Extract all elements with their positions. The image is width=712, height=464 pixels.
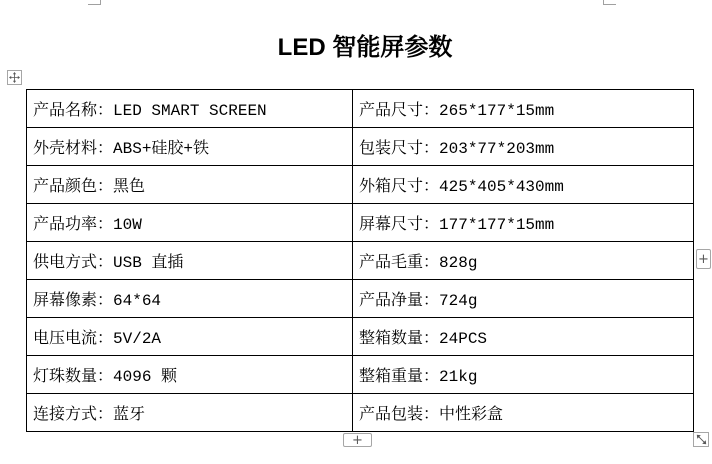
spec-label: 供电方式： bbox=[33, 254, 114, 272]
spec-cell-product-power[interactable] bbox=[27, 204, 353, 242]
spec-label: 外壳材料： bbox=[33, 140, 114, 158]
spec-label: 产品功率： bbox=[33, 216, 114, 234]
spec-cell-housing-material[interactable] bbox=[27, 128, 353, 166]
add-column-button[interactable] bbox=[696, 249, 711, 269]
table-row bbox=[27, 356, 694, 394]
table-move-handle[interactable] bbox=[7, 70, 22, 85]
spec-cell-led-count[interactable] bbox=[27, 356, 353, 394]
table-row bbox=[27, 394, 694, 432]
spec-value: 21kg bbox=[439, 368, 478, 386]
spec-value: 203*77*203mm bbox=[439, 140, 555, 158]
spec-value: 24PCS bbox=[439, 330, 488, 348]
spec-value: 蓝牙 bbox=[113, 406, 146, 424]
spec-value: 中性彩盒 bbox=[439, 406, 504, 424]
spec-value: 10W bbox=[113, 216, 142, 234]
table-row bbox=[27, 128, 694, 166]
spec-label: 灯珠数量： bbox=[33, 368, 114, 386]
spec-cell-carton-weight[interactable] bbox=[353, 356, 694, 394]
table-row bbox=[27, 204, 694, 242]
spec-value: 4096 颗 bbox=[113, 368, 178, 386]
plus-icon: + bbox=[698, 251, 709, 267]
spec-value: 425*405*430mm bbox=[439, 178, 564, 196]
table-row bbox=[27, 242, 694, 280]
spec-cell-gross-weight[interactable] bbox=[353, 242, 694, 280]
spec-cell-net-weight[interactable] bbox=[353, 280, 694, 318]
table-row bbox=[27, 280, 694, 318]
spec-cell-connection-method[interactable] bbox=[27, 394, 353, 432]
page-corner-mark-top-left bbox=[88, 0, 101, 5]
page-corner-mark-top-right bbox=[603, 0, 616, 5]
spec-value: 5V/2A bbox=[113, 330, 162, 348]
table-resize-handle[interactable] bbox=[693, 432, 709, 447]
resize-icon bbox=[696, 434, 707, 445]
spec-cell-power-supply[interactable] bbox=[27, 242, 353, 280]
spec-label: 包装尺寸： bbox=[359, 140, 440, 158]
spec-label: 产品名称： bbox=[33, 102, 114, 120]
spec-cell-product-size[interactable] bbox=[353, 90, 694, 128]
document-title: LED 智能屏参数 bbox=[277, 34, 453, 61]
spec-cell-screen-pixels[interactable] bbox=[27, 280, 353, 318]
spec-label: 整箱重量： bbox=[359, 368, 440, 386]
table-row bbox=[27, 318, 694, 356]
table-row bbox=[27, 166, 694, 204]
spec-value: LED SMART SCREEN bbox=[113, 102, 267, 120]
spec-value: ABS+硅胶+铁 bbox=[113, 140, 210, 158]
spec-value: 黑色 bbox=[113, 178, 146, 196]
spec-cell-carton-size[interactable] bbox=[353, 166, 694, 204]
spec-table bbox=[26, 89, 694, 432]
spec-label: 屏幕像素： bbox=[33, 292, 114, 310]
table-row bbox=[27, 90, 694, 128]
spec-cell-voltage-current[interactable] bbox=[27, 318, 353, 356]
move-icon bbox=[9, 72, 20, 83]
spec-label: 产品净量： bbox=[359, 292, 440, 310]
spec-label: 屏幕尺寸： bbox=[359, 216, 440, 234]
spec-cell-carton-quantity[interactable] bbox=[353, 318, 694, 356]
spec-value: 265*177*15mm bbox=[439, 102, 555, 120]
spec-cell-product-color[interactable] bbox=[27, 166, 353, 204]
spec-cell-screen-size[interactable] bbox=[353, 204, 694, 242]
spec-table-body bbox=[27, 90, 694, 432]
spec-value: 64*64 bbox=[113, 292, 162, 310]
spec-cell-package-size[interactable] bbox=[353, 128, 694, 166]
plus-icon: + bbox=[352, 432, 363, 448]
add-row-button[interactable] bbox=[343, 433, 372, 447]
spec-cell-product-name[interactable] bbox=[27, 90, 353, 128]
spec-label: 产品毛重： bbox=[359, 254, 440, 272]
spec-label: 外箱尺寸： bbox=[359, 178, 440, 196]
spec-cell-product-packaging[interactable] bbox=[353, 394, 694, 432]
spec-label: 产品尺寸： bbox=[359, 102, 440, 120]
spec-value: 724g bbox=[439, 292, 478, 310]
spec-label: 产品颜色： bbox=[33, 178, 114, 196]
spec-value: USB 直插 bbox=[113, 254, 184, 272]
spec-label: 连接方式： bbox=[33, 406, 114, 424]
spec-value: 828g bbox=[439, 254, 478, 272]
spec-label: 整箱数量： bbox=[359, 330, 440, 348]
spec-label: 产品包装： bbox=[359, 406, 440, 424]
spec-value: 177*177*15mm bbox=[439, 216, 555, 234]
spec-label: 电压电流： bbox=[33, 330, 114, 348]
